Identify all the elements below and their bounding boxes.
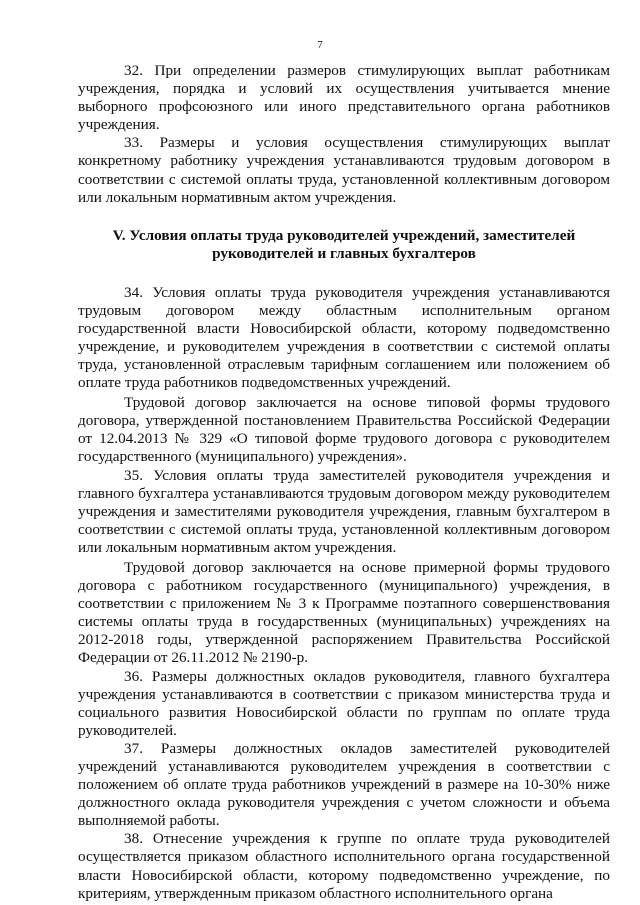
- paragraph-34: 34. Условия оплаты труда руководителя учреждения устанавливаются трудовым договором между областным исполнительным органом государственной власти Новосибирской области, которому подведомственно учреждение, и руководителем учреждения в соответствии с системой оплаты труда, установленной отраслевым тарифным соглашением или положением об оплате труда работников подведомственных учреждений.: [78, 283, 610, 392]
- paragraph-33: 33. Размеры и условия осуществления стимулирующих выплат конкретному работнику учреждения устанавливаются трудовым договором в соответствии с системой оплаты труда, установленной коллективным договором или локальным нормативным актом учреждения.: [78, 134, 610, 206]
- paragraph-37: 37. Размеры должностных окладов заместителей руководителей учреждений устанавливаются руководителем учреждения в соответствии с положением об оплате труда работников учреждений в размере на 10-30% ниже должностного оклада руководителя учреждения с учетом сложности и объема выполняемой работы.: [78, 739, 610, 830]
- page-number: 7: [317, 39, 323, 51]
- paragraph-34-contract: Трудовой договор заключается на основе типовой формы трудового договора, утвержденной постановлением Правительства Российской Федерации от 12.04.2013 № 329 «О типовой форме трудового договора с руководителем государственного (муниципального) учреждения».: [78, 394, 610, 466]
- paragraph-32: 32. При определении размеров стимулирующих выплат работникам учреждения, порядка и условий их осуществления учитывается мнение выборного профсоюзного или иного представительного органа работников учреждения.: [78, 62, 610, 134]
- paragraph-35-contract: Трудовой договор заключается на основе примерной формы трудового договора с работником государственного (муниципального) учреждения, в соответствии с приложением № 3 к Программе поэтапного совершенствования системы оплаты труда в государственных (муниципальных) учреждениях на 2012-2018 годы, утвержденной распоряжением Правительства Российской Федерации от 26.11.2012 № 2190-р.: [78, 558, 610, 667]
- paragraph-35: 35. Условия оплаты труда заместителей руководителя учреждения и главного бухгалтера устанавливаются трудовым договором между руководителем учреждения и заместителями руководителя учреждения, главным бухгалтером в соответствии с системой оплаты труда, установленной коллективным договором или локальным нормативным актом учреждения.: [78, 466, 610, 556]
- section-heading-line-2: руководителей и главных бухгалтеров: [212, 245, 476, 263]
- paragraph-38: 38. Отнесение учреждения к группе по оплате труда руководителей осуществляется приказом областного исполнительного органа государственной власти Новосибирской области, которому подведомственно учреждение, по критериям, утвержденным приказом областного исполнительного органа: [78, 830, 610, 902]
- paragraph-36: 36. Размеры должностных окладов руководителя, главного бухгалтера учреждения устанавливаются в соответствии с приказом министерства труда и социального развития Новосибирской области по группам по оплате труда руководителей.: [78, 667, 610, 739]
- section-heading: [78, 227, 610, 264]
- section-heading-line-1: V. Условия оплаты труда руководителей учреждений, заместителей: [112, 226, 576, 244]
- document-body: [78, 62, 610, 903]
